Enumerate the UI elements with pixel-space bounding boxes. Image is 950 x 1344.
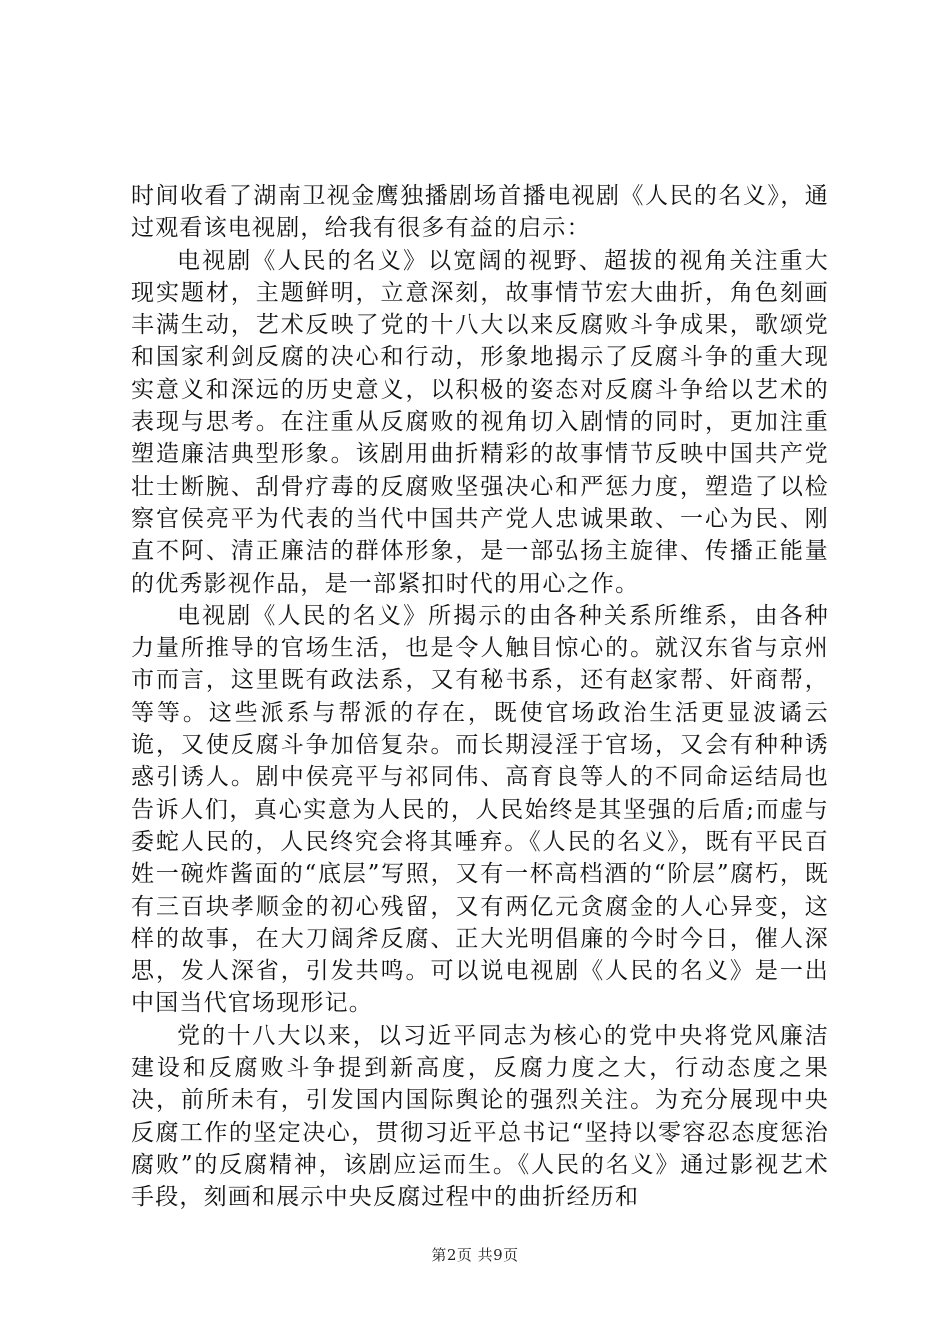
- page-number-footer: 第2页 共9页: [431, 1246, 519, 1264]
- paragraph-1: 时间收看了湖南卫视金鹰独播剧场首播电视剧《人民的名义》，通过观看该电视剧，给我有很多有益的启示：: [131, 183, 829, 242]
- document-body: [131, 180, 829, 1214]
- paragraph-3: 电视剧《人民的名义》所揭示的由各种关系所维系，由各种力量所推导的官场生活，也是令人触目惊心的。就汉东省与京州市而言，这里既有政法系，又有秘书系，还有赵家帮、奸商帮，等等。这些派系与帮派的存在，既使官场政治生活更显波谲云诡，又使反腐斗争加倍复杂。而长期浸淫于官场，又会有种种诱惑引诱人。剧中侯亮平与祁同伟、高育良等人的不同命运结局也告诉人们，真心实意为人民的，人民始终是其坚强的后盾;而虚与委蛇人民的，人民终究会将其唾弃。《人民的名义》，既有平民百姓一碗炸酱面的“底层”写照，又有一杯高档酒的“阶层”腐朽，既有三百块孝顺金的初心残留，又有两亿元贪腐金的人心异变，这样的故事，在大刀阔斧反腐、正大光明倡廉的今时今日，催人深思，发人深省，引发共鸣。可以说电视剧《人民的名义》是一出中国当代官场现形记。: [131, 602, 829, 1017]
- paragraph-2: 电视剧《人民的名义》以宽阔的视野、超拔的视角关注重大现实题材，主题鲜明，立意深刻，故事情节宏大曲折，角色刻画丰满生动，艺术反映了党的十八大以来反腐败斗争成果，歌颂党和国家利剑反腐的决心和行动，形象地揭示了反腐斗争的重大现实意义和深远的历史意义，以积极的姿态对反腐斗争给以艺术的表现与思考。在注重从反腐败的视角切入剧情的同时，更加注重塑造廉洁典型形象。该剧用曲折精彩的故事情节反映中国共产党壮士断腕、刮骨疗毒的反腐败坚强决心和严惩力度，塑造了以检察官侯亮平为代表的当代中国共产党人忠诚果敢、一心为民、刚直不阿、清正廉洁的群体形象，是一部弘扬主旋律、传播正能量的优秀影视作品，是一部紧扣时代的用心之作。: [131, 247, 829, 597]
- paragraph-4: 党的十八大以来，以习近平同志为核心的党中央将党风廉洁建设和反腐败斗争提到新高度，反腐力度之大，行动态度之果决，前所未有，引发国内国际舆论的强烈关注。为充分展现中央反腐工作的坚定决心，贯彻习近平总书记“坚持以零容忍态度惩治腐败”的反腐精神，该剧应运而生。《人民的名义》通过影视艺术手段，刻画和展示中央反腐过程中的曲折经历和: [131, 1022, 829, 1211]
